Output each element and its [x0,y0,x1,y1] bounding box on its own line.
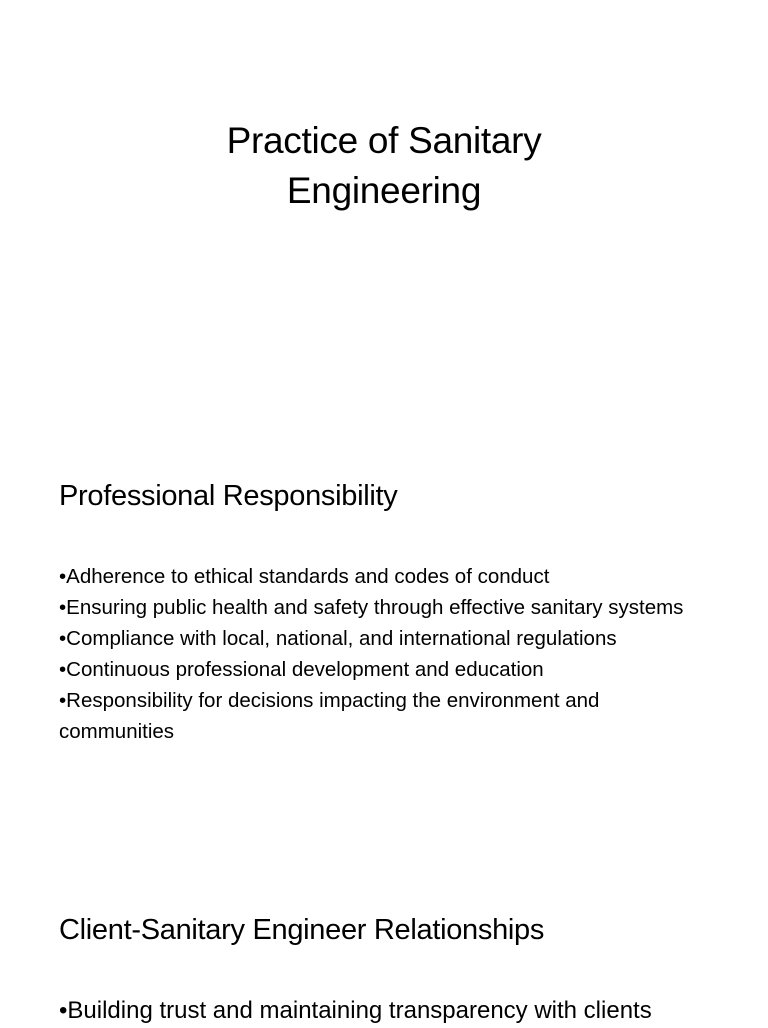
professional-responsibility-list [59,561,709,747]
list-item: •Building trust and maintaining transparency with clients [59,997,652,1024]
list-item: •Ensuring public health and safety through effective sanitary systems [59,596,684,619]
list-item: •Continuous professional development and education [59,658,544,681]
section-heading-professional-responsibility: Professional Responsibility [59,480,398,512]
list-item: •Responsibility for decisions impacting the environment and communities [59,689,600,743]
section-heading-client-relationships: Client-Sanitary Engineer Relationships [59,914,545,946]
list-item: •Adherence to ethical standards and codes of conduct [59,565,550,588]
slide-title [0,116,768,216]
list-item: •Compliance with local, national, and international regulations [59,627,617,650]
slide-title-line-1: Practice of Sanitary [226,120,542,161]
client-relationships-list [59,994,759,1028]
slide-title-line-2: Engineering [286,170,482,211]
